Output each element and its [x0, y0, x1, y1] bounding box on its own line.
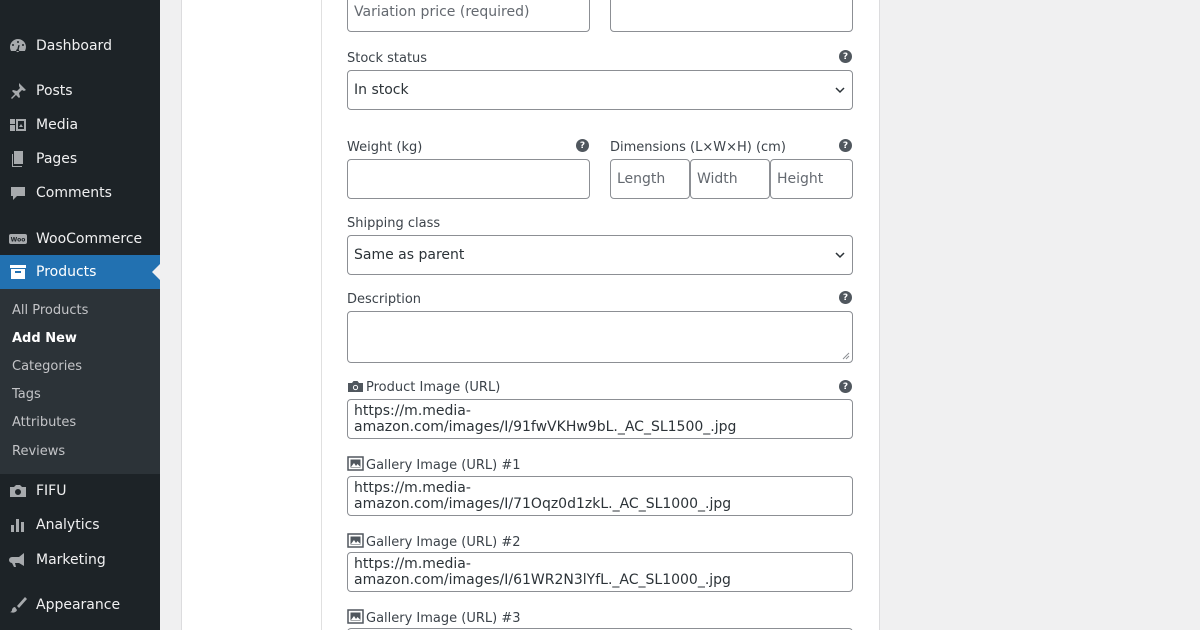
product-image-url-value: https://m.media-amazon.com/images/I/91fwVKHw9bL._AC_SL1500_.jpg [354, 403, 737, 435]
weight-label: Weight (kg) [347, 140, 423, 155]
stock-status-select[interactable] [347, 70, 853, 110]
sidebar-item-posts[interactable] [0, 74, 160, 108]
gallery-image-2-url-value: https://m.media-amazon.com/images/I/61WR2N3lYfL._AC_SL1000_.jpg [354, 556, 731, 588]
variation-price-input[interactable] [347, 0, 590, 32]
description-textarea[interactable] [347, 311, 853, 363]
chevron-down-icon [834, 84, 846, 96]
gallery-image-2-label [347, 533, 521, 550]
help-icon[interactable]: ? [839, 291, 852, 304]
svg-text:Woo: Woo [10, 236, 26, 244]
sidebar-item-fifu[interactable] [0, 474, 160, 508]
camera-icon [0, 481, 36, 501]
sidebar-item-label: Analytics [36, 517, 100, 533]
gallery-image-1-label-text: Gallery Image (URL) #1 [366, 458, 521, 473]
sidebar-item-analytics[interactable] [0, 508, 160, 542]
sidebar-item-comments[interactable] [0, 176, 160, 210]
description-label: Description [347, 292, 422, 307]
camera-icon [347, 380, 364, 393]
sidebar-item-label: Products [36, 264, 97, 280]
sidebar-item-dashboard[interactable] [0, 29, 160, 63]
current-menu-arrow [152, 264, 160, 280]
height-placeholder: Height [777, 171, 824, 187]
gallery-image-3-label [347, 609, 521, 626]
length-input[interactable] [610, 159, 690, 199]
sale-price-input[interactable] [610, 0, 853, 32]
dashboard-icon [0, 36, 36, 56]
gallery-image-2-url-input[interactable] [347, 552, 853, 592]
help-icon[interactable]: ? [839, 50, 852, 63]
gallery-image-2-label-text: Gallery Image (URL) #2 [366, 535, 521, 550]
sidebar-item-media[interactable] [0, 108, 160, 142]
product-image-url-input[interactable] [347, 399, 853, 439]
sidebar-item-label: Posts [36, 83, 73, 99]
product-image-label-text: Product Image (URL) [366, 380, 501, 395]
woo-icon [0, 229, 36, 249]
chevron-down-icon [834, 249, 846, 261]
submenu-tags[interactable]: Tags [12, 387, 41, 402]
sidebar-item-label: Media [36, 117, 79, 133]
sidebar-item-label: Appearance [36, 597, 121, 613]
gallery-icon [347, 609, 364, 624]
megaphone-icon [0, 550, 36, 570]
chart-bar-icon [0, 515, 36, 535]
pin-icon [0, 81, 36, 101]
gallery-icon [347, 456, 364, 471]
gallery-image-3-label-text: Gallery Image (URL) #3 [366, 611, 521, 626]
sidebar-item-label: Dashboard [36, 38, 112, 54]
sidebar-item-label: WooCommerce [36, 231, 143, 247]
shipping-class-label: Shipping class [347, 216, 441, 231]
stock-status-value: In stock [354, 82, 409, 98]
shipping-class-value: Same as parent [354, 247, 465, 263]
admin-sidebar [0, 0, 160, 630]
height-input[interactable] [770, 159, 853, 199]
dimensions-label: Dimensions (L×W×H) (cm) [610, 140, 786, 155]
submenu-all-products[interactable]: All Products [12, 303, 89, 318]
resize-handle-icon[interactable] [842, 352, 850, 360]
weight-input[interactable] [347, 159, 590, 199]
help-icon[interactable]: ? [576, 139, 589, 152]
sidebar-item-label: FIFU [36, 483, 67, 499]
sidebar-item-woocommerce[interactable] [0, 222, 160, 256]
sidebar-item-appearance[interactable] [0, 588, 160, 622]
submenu-attributes[interactable]: Attributes [12, 415, 77, 430]
variation-price-placeholder: Variation price (required) [354, 4, 530, 20]
length-placeholder: Length [617, 171, 666, 187]
gallery-icon [347, 533, 364, 548]
help-icon[interactable]: ? [839, 380, 852, 393]
help-icon[interactable]: ? [839, 139, 852, 152]
submenu-add-new[interactable]: Add New [12, 331, 77, 346]
media-icon [0, 115, 36, 135]
product-image-label [347, 380, 500, 395]
stock-status-label: Stock status [347, 51, 428, 66]
submenu-reviews[interactable]: Reviews [12, 444, 66, 459]
sidebar-item-pages[interactable] [0, 142, 160, 176]
pages-icon [0, 149, 36, 169]
sidebar-item-marketing[interactable] [0, 543, 160, 577]
gallery-image-1-url-value: https://m.media-amazon.com/images/I/71Oqz0d1zkL._AC_SL1000_.jpg [354, 480, 732, 512]
sidebar-item-label: Comments [36, 185, 112, 201]
shipping-class-select[interactable] [347, 235, 853, 275]
paintbrush-icon [0, 595, 36, 615]
gallery-image-1-label [347, 456, 521, 473]
sidebar-item-label: Marketing [36, 552, 106, 568]
archive-icon [0, 262, 36, 282]
submenu-categories[interactable]: Categories [12, 359, 83, 374]
width-placeholder: Width [697, 171, 738, 187]
sidebar-item-products[interactable] [0, 255, 160, 289]
comments-icon [0, 183, 36, 203]
sidebar-item-label: Pages [36, 151, 78, 167]
width-input[interactable] [690, 159, 770, 199]
gallery-image-1-url-input[interactable] [347, 476, 853, 516]
